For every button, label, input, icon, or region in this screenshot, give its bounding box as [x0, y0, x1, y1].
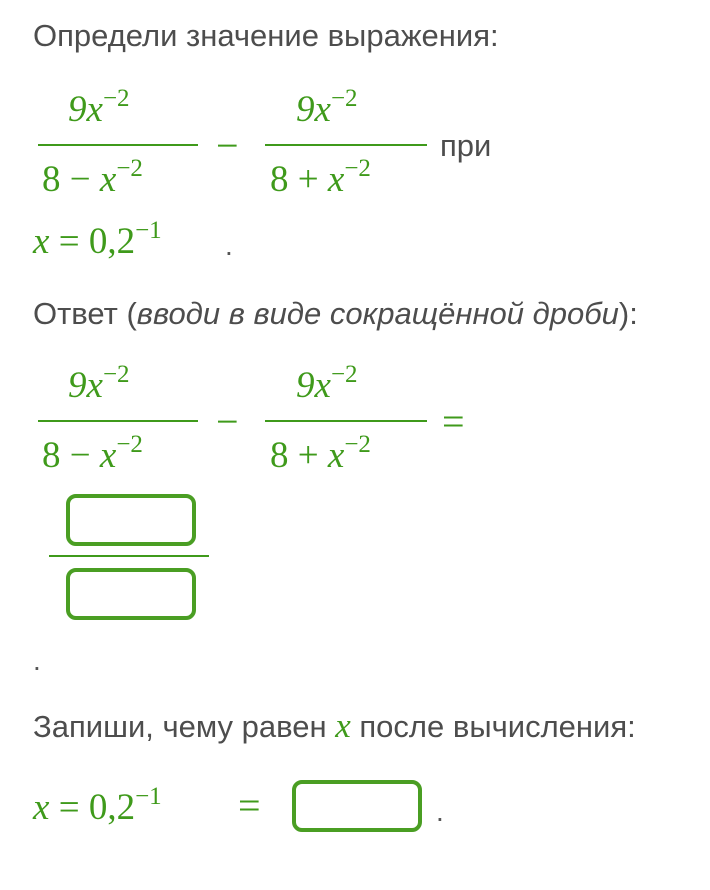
answer-denominator-input[interactable] — [66, 568, 196, 620]
minus-sign-2: − — [216, 399, 239, 444]
fraction-1-numerator: $9x^{-2}$ — [68, 85, 130, 130]
equals-sign: = — [442, 399, 465, 444]
answer-fraction-bar — [49, 555, 209, 557]
compute-period: . — [436, 796, 444, 827]
minus-sign: − — [216, 123, 239, 168]
compute-prompt: Запиши, чему равен x после вычисления: — [33, 706, 636, 745]
fraction-3-numerator: $9x^{-2}$ — [68, 361, 130, 406]
intro-text: Определи значение выражения: — [33, 18, 499, 53]
fraction-2-numerator: $9x^{-2}$ — [296, 85, 358, 130]
at-word: при — [440, 128, 492, 163]
fraction-4-numerator: $9x^{-2}$ — [296, 361, 358, 406]
given-x-value: $x = 0,2^{-1}$ — [33, 217, 162, 262]
fraction-4-denominator: $8 + x^{-2}$ — [270, 431, 371, 476]
answer-numerator-input[interactable] — [66, 494, 196, 546]
fraction-2-denominator: $8 + x^{-2}$ — [270, 155, 371, 200]
fraction-3-denominator: $8 - x^{-2}$ — [42, 431, 143, 476]
x-value-input[interactable] — [292, 780, 422, 832]
given-period: . — [225, 230, 233, 261]
answer-prompt: Ответ (вводи в виде сокращённой дроби): — [33, 296, 638, 331]
fraction-2-bar — [265, 144, 427, 146]
compute-equals-sign: = — [238, 783, 261, 828]
fraction-period: . — [33, 645, 41, 676]
compute-expression: $x = 0,2^{-1}$ — [33, 783, 162, 828]
fraction-1-bar — [38, 144, 198, 146]
fraction-3-bar — [38, 420, 198, 422]
fraction-1-denominator: $8 - x^{-2}$ — [42, 155, 143, 200]
fraction-4-bar — [265, 420, 427, 422]
